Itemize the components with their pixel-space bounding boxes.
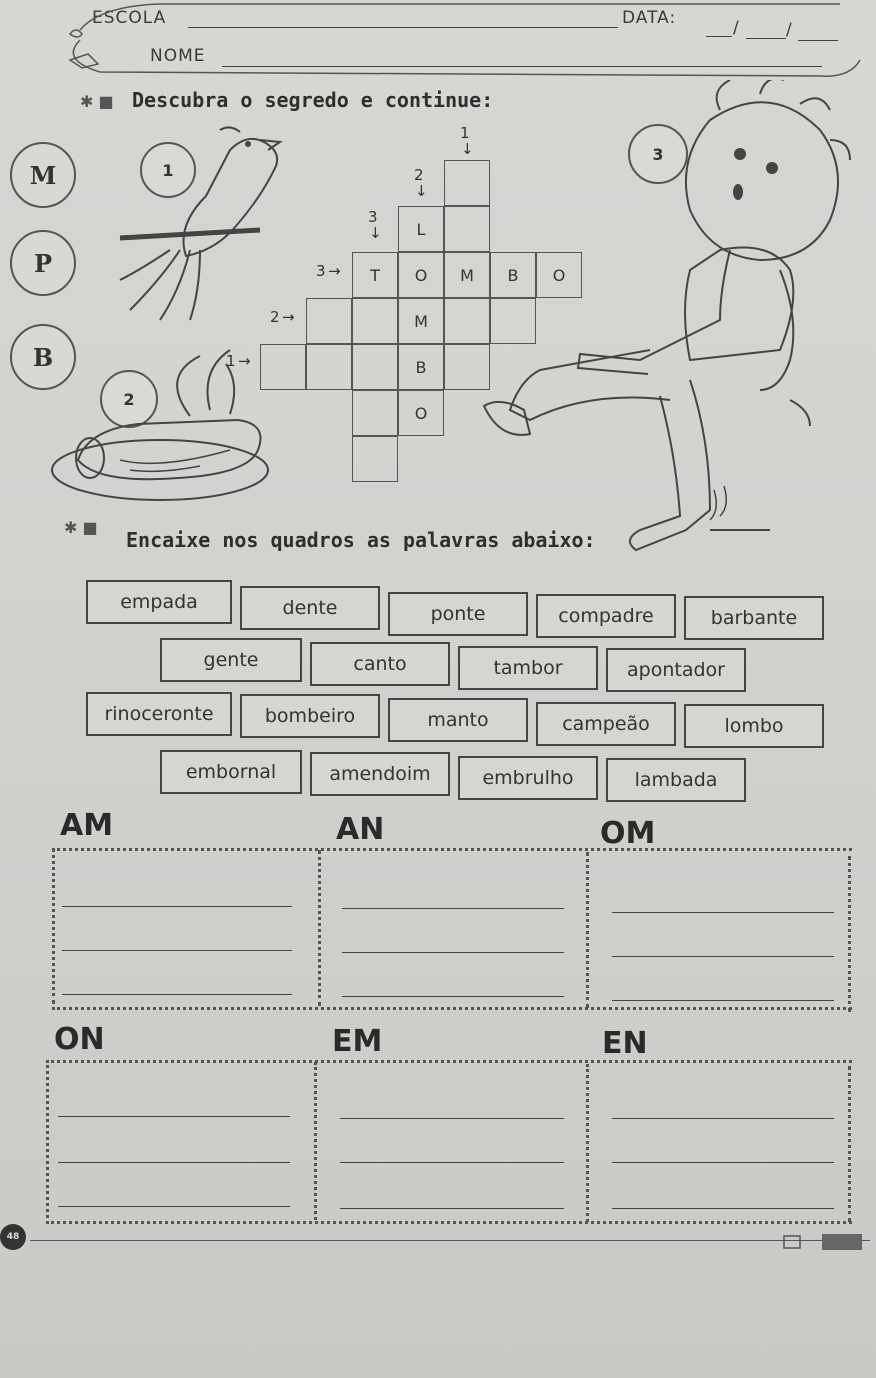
letter-circle-m: M bbox=[10, 142, 76, 208]
girl-illustration bbox=[470, 80, 860, 590]
answer-line-am[interactable] bbox=[62, 994, 292, 995]
clue-down-1-number: 1 bbox=[460, 124, 470, 142]
answer-line-an[interactable] bbox=[342, 996, 564, 997]
answer-line-en[interactable] bbox=[612, 1162, 834, 1163]
answer-line-om[interactable] bbox=[612, 912, 834, 913]
crossword-cell[interactable] bbox=[260, 344, 306, 390]
data-label: DATA: bbox=[622, 8, 677, 28]
word-gente[interactable]: gente bbox=[160, 638, 302, 682]
crossword-cell[interactable]: B bbox=[398, 344, 444, 390]
answer-line-on[interactable] bbox=[58, 1116, 290, 1117]
word-barbante[interactable]: barbante bbox=[684, 596, 824, 640]
answer-line-em[interactable] bbox=[340, 1208, 564, 1209]
clue-across-2-number: 2 bbox=[270, 308, 280, 326]
clue-down-3-number: 3 bbox=[368, 208, 378, 226]
bullet-icon: ✱ ■ bbox=[80, 92, 114, 111]
clue-down-2-arrow: ↓ bbox=[415, 182, 428, 200]
word-dente[interactable]: dente bbox=[240, 586, 380, 630]
word-campeao[interactable]: campeão bbox=[536, 702, 676, 746]
crossword-cell[interactable]: B bbox=[490, 252, 536, 298]
instruction-discover: Descubra o segredo e continue: bbox=[132, 88, 494, 112]
header-banner-outline bbox=[40, 0, 870, 90]
answer-line-an[interactable] bbox=[342, 952, 564, 953]
word-manto[interactable]: manto bbox=[388, 698, 528, 742]
footer-rule bbox=[30, 1240, 870, 1241]
answer-line-em[interactable] bbox=[340, 1118, 564, 1119]
page-number: 48 bbox=[0, 1224, 26, 1250]
answer-divider bbox=[586, 852, 589, 1008]
category-an: AN bbox=[336, 812, 385, 847]
crossword-cell[interactable] bbox=[306, 298, 352, 344]
crossword-cell[interactable] bbox=[352, 390, 398, 436]
word-apontador[interactable]: apontador bbox=[606, 648, 746, 692]
clue-across-2-arrow: → bbox=[282, 308, 295, 326]
bullet-icon: ✱ ■ bbox=[64, 518, 98, 537]
answer-divider bbox=[848, 1066, 851, 1222]
word-embornal[interactable]: embornal bbox=[160, 750, 302, 794]
answer-line-en[interactable] bbox=[612, 1118, 834, 1119]
word-empada[interactable]: empada bbox=[86, 580, 232, 624]
crossword-cell[interactable]: O bbox=[536, 252, 582, 298]
word-rinoceronte[interactable]: rinoceronte bbox=[86, 692, 232, 736]
answer-line-om[interactable] bbox=[612, 956, 834, 957]
instruction-fit-words: Encaixe nos quadros as palavras abaixo: bbox=[126, 528, 596, 552]
clue-down-2-number: 2 bbox=[414, 166, 424, 184]
crossword-cell[interactable]: O bbox=[398, 252, 444, 298]
date-separator-2: / bbox=[786, 20, 793, 40]
word-bombeiro[interactable]: bombeiro bbox=[240, 694, 380, 738]
bird-illustration bbox=[110, 110, 290, 330]
word-lambada[interactable]: lambada bbox=[606, 758, 746, 802]
crossword-cell[interactable]: M bbox=[444, 252, 490, 298]
answer-line-am[interactable] bbox=[62, 950, 292, 951]
answer-divider bbox=[314, 1062, 317, 1220]
clue-across-1-arrow: → bbox=[238, 352, 251, 370]
escola-label: ESCOLA bbox=[92, 8, 167, 28]
letter-circle-b: B bbox=[10, 324, 76, 390]
word-lombo[interactable]: lombo bbox=[684, 704, 824, 748]
letter-circle-p: P bbox=[10, 230, 76, 296]
clue-down-1-arrow: ↓ bbox=[461, 140, 474, 158]
word-ponte[interactable]: ponte bbox=[388, 592, 528, 636]
answer-line-om[interactable] bbox=[612, 1000, 834, 1001]
picture-number-1: 1 bbox=[140, 142, 196, 198]
answer-divider bbox=[46, 1060, 49, 1218]
answer-area-on-em-en bbox=[46, 1060, 852, 1224]
crossword-cell[interactable] bbox=[306, 344, 352, 390]
category-on: ON bbox=[54, 1022, 105, 1057]
clue-across-3-number: 3 bbox=[316, 262, 326, 280]
answer-line-en[interactable] bbox=[612, 1208, 834, 1209]
crossword-cell[interactable] bbox=[352, 344, 398, 390]
clue-across-1-number: 1 bbox=[226, 352, 236, 370]
answer-divider bbox=[586, 1064, 589, 1222]
picture-number-3: 3 bbox=[628, 124, 688, 184]
category-en: EN bbox=[602, 1026, 648, 1061]
answer-line-am[interactable] bbox=[62, 906, 292, 907]
answer-divider bbox=[848, 856, 851, 1012]
clue-across-3-arrow: → bbox=[328, 262, 341, 280]
nome-label: NOME bbox=[150, 46, 206, 66]
crossword-cell[interactable]: O bbox=[398, 390, 444, 436]
category-am: AM bbox=[60, 808, 114, 843]
word-amendoim[interactable]: amendoim bbox=[310, 752, 450, 796]
word-compadre[interactable]: compadre bbox=[536, 594, 676, 638]
crossword-cell[interactable]: L bbox=[398, 206, 444, 252]
answer-area-am-an-om bbox=[52, 848, 852, 1010]
answer-divider bbox=[318, 850, 321, 1006]
answer-line-em[interactable] bbox=[340, 1162, 564, 1163]
answer-line-on[interactable] bbox=[58, 1162, 290, 1163]
crossword-cell[interactable] bbox=[352, 298, 398, 344]
clue-down-3-arrow: ↓ bbox=[369, 224, 382, 242]
answer-line-on[interactable] bbox=[58, 1206, 290, 1207]
answer-divider bbox=[52, 848, 55, 1004]
date-separator-1: / bbox=[733, 18, 740, 38]
picture-number-2: 2 bbox=[100, 370, 158, 428]
crossword-cell[interactable]: T bbox=[352, 252, 398, 298]
crossword-cell[interactable]: M bbox=[398, 298, 444, 344]
word-canto[interactable]: canto bbox=[310, 642, 450, 686]
crossword-cell[interactable] bbox=[352, 436, 398, 482]
category-em: EM bbox=[332, 1024, 383, 1059]
word-embrulho[interactable]: embrulho bbox=[458, 756, 598, 800]
category-om: OM bbox=[600, 816, 656, 851]
word-tambor[interactable]: tambor bbox=[458, 646, 598, 690]
publisher-logo-icon bbox=[780, 1230, 876, 1254]
answer-line-an[interactable] bbox=[342, 908, 564, 909]
